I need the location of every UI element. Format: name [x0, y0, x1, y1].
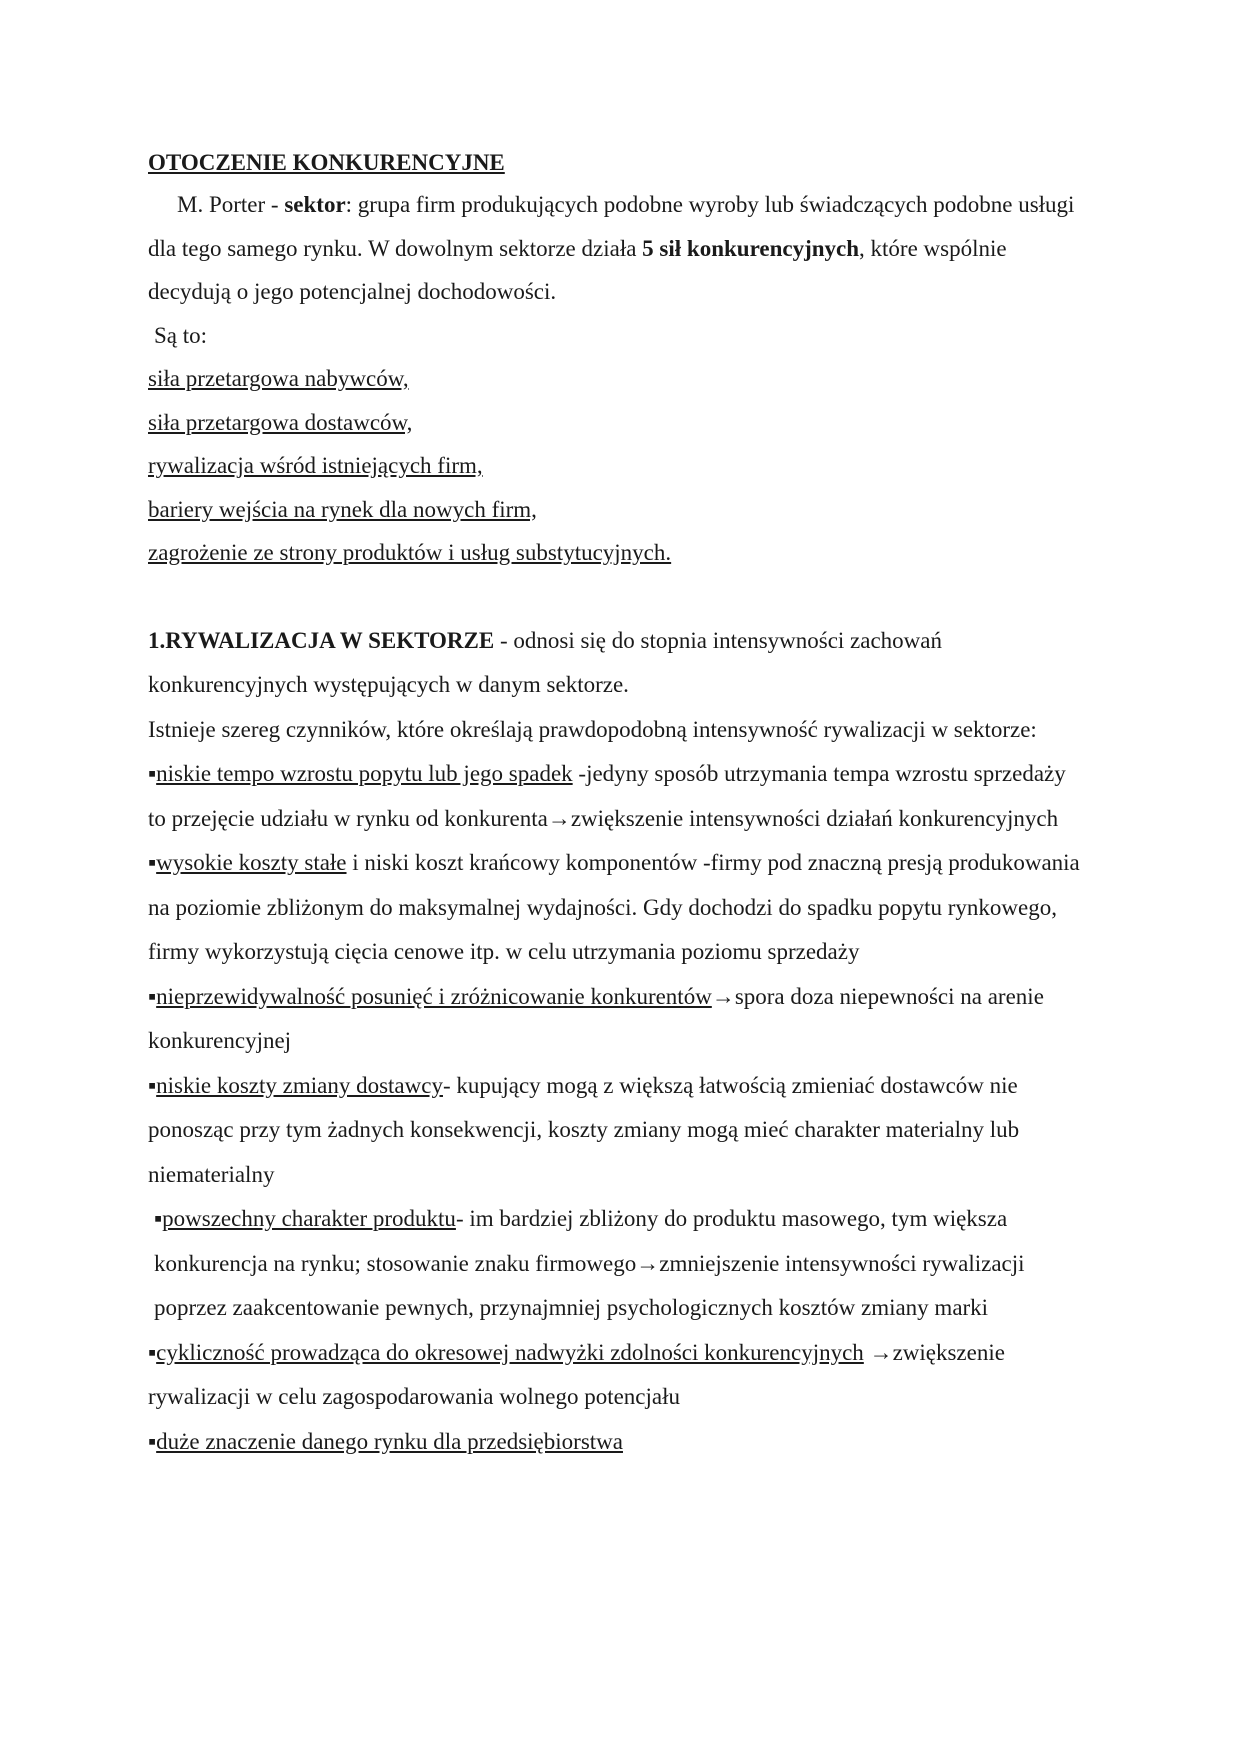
bullet-term: nieprzewidywalność posunięć i zróżnicowanie konkurentów: [156, 983, 712, 1009]
bullet-text: zwiększenie intensywności działań konkurencyjnych: [570, 805, 1059, 831]
bullet-paragraph-5: [148, 1197, 1088, 1331]
bullet-paragraph-3: [148, 975, 1088, 1064]
bullet-text: zmniejszenie intensywności rywalizacji poprzez zaakcentowanie pewnych, przynajmniej psychologicznych kosztów zmiany marki: [154, 1250, 1025, 1320]
spacer: [148, 575, 1088, 619]
bullet-icon: ▪: [148, 1428, 157, 1454]
factors-intro: Istnieje szereg czynników, które określają prawdopodobną intensywność rywalizacji w sektorze:: [148, 716, 1037, 742]
intro-author: M. Porter -: [177, 192, 285, 217]
bullet-text: zwiększenie rywalizacji w celu zagospodarowania wolnego potencjału: [148, 1339, 1005, 1409]
bullet-term: niskie tempo wzrostu popytu lub jego spadek: [156, 761, 573, 786]
list-intro: Są to:: [154, 322, 208, 348]
bullet-text: spora doza niepewności na arenie konkurencyjnej: [148, 983, 1044, 1053]
bullet-text: - kupujący mogą z większą łatwością zmieniać dostawców nie ponosząc przy tym żadnych konsekwencji, koszty zmiany mogą mieć charakter materialny lub niematerialny: [148, 1072, 1020, 1187]
arrow-icon: →: [869, 1339, 893, 1365]
bullet-icon: ▪: [148, 1072, 157, 1098]
intro-paragraph: [148, 183, 1088, 314]
section-heading-paragraph: [148, 619, 1088, 708]
bullet-paragraph-1: [148, 752, 1088, 975]
bullet-term: wysokie koszty stałe: [156, 850, 347, 875]
section-heading: 1.RYWALIZACJA W SEKTORZE: [148, 627, 495, 653]
bullet-term: powszechny charakter produktu: [162, 1206, 456, 1231]
intro-bold-phrase: 5 sił konkurencyjnych: [642, 235, 860, 261]
force-item: zagrożenie ze strony produktów i usług substytucyjnych.: [148, 540, 672, 565]
bullet-term: cykliczność prowadząca do okresowej nadwyżki zdolności konkurencyjnych: [156, 1339, 864, 1365]
intro-text-2: , które wspólnie decydują o jego potencjalnej dochodowości.: [148, 235, 1007, 304]
bullet-text: - im bardziej zbliżony do produktu masowego, tym większa konkurencja na rynku; stosowanie znaku firmowego: [154, 1206, 1008, 1276]
bullet-term: niskie koszty zmiany dostawcy: [156, 1072, 443, 1098]
bullet-paragraph-7: [148, 1420, 1088, 1465]
bullet-text: -jedyny sposób utrzymania tempa wzrostu sprzedaży to przejęcie udziału w rynku od konkurenta: [148, 761, 1066, 831]
page-title: OTOCZENIE KONKURENCYJNE: [148, 150, 505, 175]
bullet-text: i niski koszt krańcowy komponentów -firmy pod znaczną presją produkowania na poziomie zbliżonym do maksymalnej wydajności. Gdy dochodzi do spadku popytu rynkowego, firmy wykorzystują cięcia cenowe itp. w celu utrzymania poziomu sprzedaży: [148, 850, 1080, 964]
intro-term: sektor: [284, 192, 346, 217]
bullet-icon: ▪: [148, 983, 157, 1009]
arrow-icon: →: [547, 805, 571, 831]
force-item: bariery wejścia na rynek dla nowych firm,: [148, 496, 537, 522]
bullet-paragraph-4: [148, 1064, 1088, 1198]
bullet-icon: ▪: [148, 761, 157, 786]
section-heading-text: - odnosi się do stopnia intensywności zachowań konkurencyjnych występujących w danym sektorze.: [148, 627, 942, 697]
bullet-icon: ▪: [148, 850, 157, 875]
force-item: rywalizacja wśród istniejących firm,: [148, 453, 483, 478]
bullet-icon: ▪: [148, 1339, 157, 1365]
force-item: siła przetargowa nabywców,: [148, 366, 409, 391]
force-item: siła przetargowa dostawców,: [148, 409, 413, 435]
arrow-icon: →: [636, 1250, 660, 1276]
section-rivalry: [148, 619, 1088, 1465]
intro-text-1: : grupa firm produkujących podobne wyroby lub świadczących podobne usługi dla tego samego rynku. W dowolnym sektorze działa: [148, 192, 1075, 261]
document-content: [148, 143, 1088, 1464]
arrow-icon: →: [711, 983, 735, 1009]
bullet-paragraph-6: [148, 1331, 1088, 1420]
bullet-term: duże znaczenie danego rynku dla przedsiębiorstwa: [156, 1428, 623, 1454]
bullet-icon: ▪: [154, 1206, 163, 1231]
